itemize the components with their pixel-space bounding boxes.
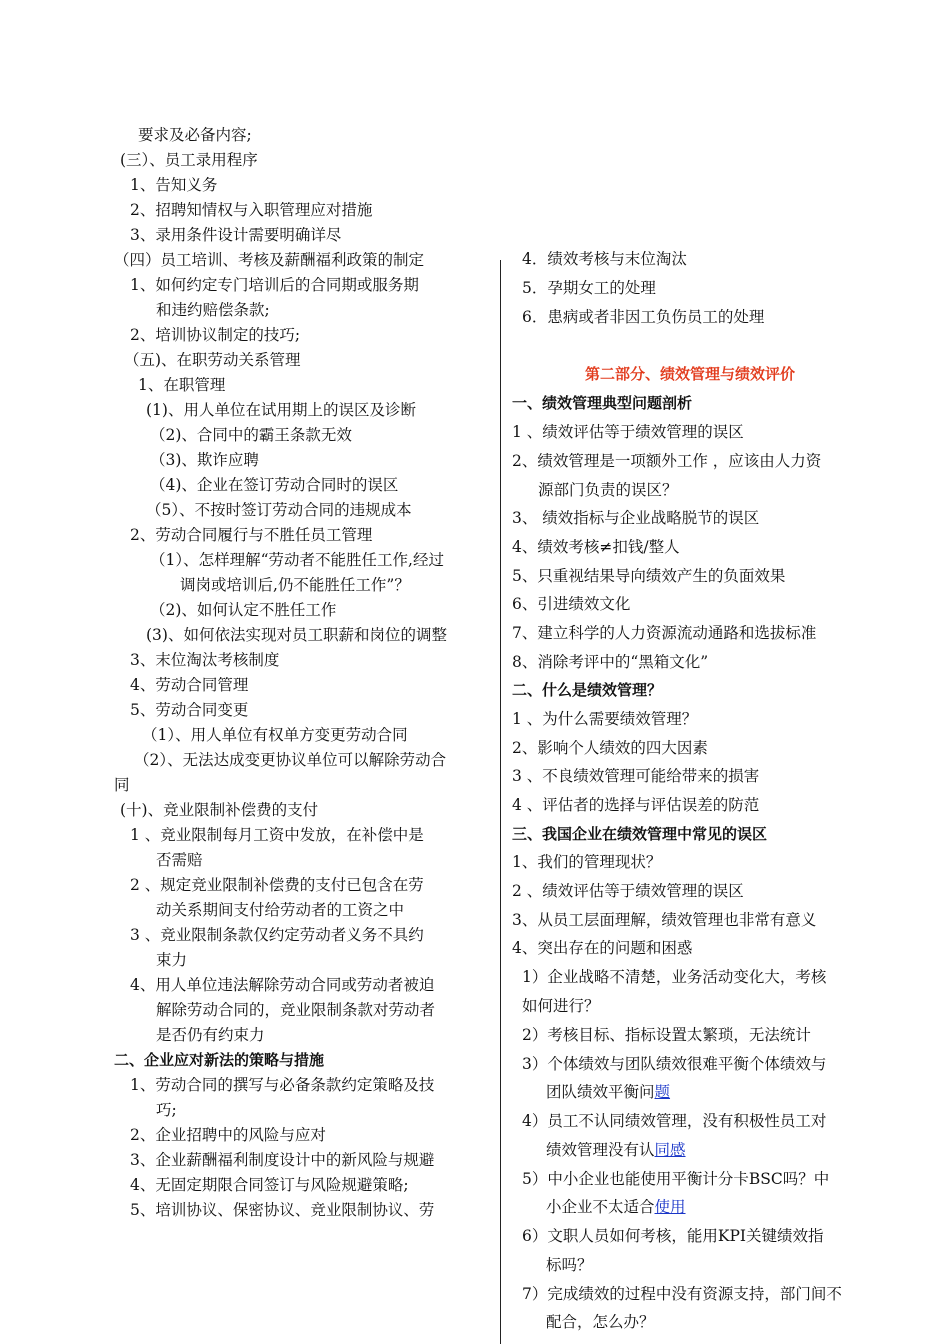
list-item-continued: 巧;: [156, 1101, 177, 1119]
sub-list-item-continued: 如何进行？: [522, 997, 600, 1015]
sub-list-item: （3)、欺诈应聘: [150, 451, 259, 469]
sub-list-item: (3)、如何依法实现对员工职薪和岗位的调整: [146, 626, 447, 644]
list-item: 4、用人单位违法解除劳动合同或劳动者被迫: [130, 976, 435, 994]
list-item: 1、如何约定专门培训后的合同期或服务期: [130, 276, 419, 294]
list-item-continued: 解除劳动合同的，竞业限制条款对劳动者: [156, 1001, 436, 1019]
sub-list-item: （1）、怎样理解“劳动者不能胜任工作,经过: [150, 551, 444, 569]
list-item: 3、 绩效指标与企业战略脱节的误区: [512, 509, 760, 527]
list-item: 5、只重视结果导向绩效产生的负面效果: [512, 567, 786, 585]
list-item: 3、企业薪酬福利制度设计中的新风险与规避: [130, 1151, 435, 1169]
list-item: 7、建立科学的人力资源流动通路和选拔标准: [512, 624, 817, 642]
section-heading: 二、什么是绩效管理？: [512, 681, 663, 699]
sub-list-item: （2）、无法达成变更协议单位可以解除劳动合: [134, 751, 447, 769]
list-item-continued: 和违约赔偿条款;: [156, 301, 270, 319]
section-heading: (三）、员工录用程序: [120, 151, 258, 169]
sub-list-item: （1）、用人单位有权单方变更劳动合同: [142, 726, 408, 744]
sub-list-item: (1)、用人单位在试用期上的误区及诊断: [146, 401, 416, 419]
list-item: 4．绩效考核与末位淘汰: [522, 250, 687, 268]
section-heading: 三、我国企业在绩效管理中常见的误区: [512, 825, 768, 843]
sub-list-item: 6）文职人员如何考核，能用KPI关键绩效指: [522, 1227, 824, 1245]
sub-list-item: 5）中小企业也能使用平衡计分卡BSC吗？中: [522, 1170, 830, 1188]
section-heading: 一、绩效管理典型问题剖析: [512, 394, 693, 412]
line-text: 小企业不太适合: [546, 1198, 655, 1216]
list-item-continued: 束力: [156, 951, 188, 969]
hyperlink[interactable]: 题: [654, 1083, 671, 1101]
list-item-continued: 源部门负责的误区？: [538, 481, 678, 499]
list-item: 1、我们的管理现状？: [512, 853, 662, 871]
list-item: 6．患病或者非因工负伤员工的处理: [522, 308, 765, 326]
hyperlink[interactable]: 同感: [654, 1141, 686, 1159]
sub-list-item: 3）个体绩效与团队绩效很难平衡个体绩效与: [522, 1055, 827, 1073]
sub-list-item: （4)、企业在签订劳动合同时的误区: [150, 476, 399, 494]
list-item: 1 、绩效评估等于绩效管理的误区: [512, 423, 744, 441]
sub-list-item: 2）考核目标、指标设置太繁琐，无法统计: [522, 1026, 811, 1044]
list-item: 1、在职管理: [138, 376, 226, 394]
part-title: 第二部分、绩效管理与绩效评价: [585, 365, 796, 383]
section-heading: 二、企业应对新法的策略与措施: [114, 1051, 325, 1069]
list-item: 2 、规定竞业限制补偿费的支付已包含在劳: [130, 876, 424, 894]
list-item: 8、消除考评中的“黑箱文化”: [512, 653, 709, 671]
sub-list-item-continued: [546, 1081, 670, 1103]
list-item: 4、无固定期限合同签订与风险规避策略;: [130, 1176, 409, 1194]
list-item: 4、劳动合同管理: [130, 676, 249, 694]
list-item: 5．孕期女工的处理: [522, 279, 656, 297]
list-item: 3 、竞业限制条款仅约定劳动者义务不具约: [130, 926, 424, 944]
list-item: 3、录用条件设计需要明确详尽: [130, 226, 342, 244]
sub-list-item-continued: 同: [114, 776, 130, 794]
list-item: 1、劳动合同的撰写与必备条款约定策略及技: [130, 1076, 435, 1094]
list-item: 2、绩效管理是一项额外工作 ，应该由人力资: [512, 452, 822, 470]
list-item: 2、招聘知情权与入职管理应对措施: [130, 201, 373, 219]
list-item: 2、影响个人绩效的四大因素: [512, 739, 708, 757]
section-heading: (十)、竞业限制补偿费的支付: [120, 801, 319, 819]
list-item: 1 、为什么需要绩效管理？: [512, 710, 698, 728]
text-line: 要求及必备内容;: [138, 126, 252, 144]
list-item-continued: 否需赔: [156, 851, 203, 869]
list-item: 4 、评估者的选择与评估误差的防范: [512, 796, 760, 814]
list-item: 5、劳动合同变更: [130, 701, 249, 719]
list-item: 1 、竞业限制每月工资中发放，在补偿中是: [130, 826, 424, 844]
list-item: 3、末位淘汰考核制度: [130, 651, 280, 669]
sub-list-item: 1）企业战略不清楚，业务活动变化大，考核: [522, 968, 827, 986]
sub-list-item: （2)、如何认定不胜任工作: [150, 601, 337, 619]
sub-list-item-continued: 调岗或培训后,仍不能胜任工作”？: [180, 576, 410, 594]
sub-list-item-continued: 标吗？: [546, 1256, 593, 1274]
list-item: 2 、绩效评估等于绩效管理的误区: [512, 882, 744, 900]
list-item: 3 、不良绩效管理可能给带来的损害: [512, 767, 760, 785]
section-heading: （五)、在职劳动关系管理: [124, 351, 301, 369]
sub-list-item: 4）员工不认同绩效管理，没有积极性员工对: [522, 1112, 827, 1130]
sub-list-item: （2)、合同中的霸王条款无效: [150, 426, 352, 444]
list-item: 4、突出存在的问题和困惑: [512, 939, 693, 957]
sub-list-item-continued: [546, 1196, 686, 1218]
line-text: 团队绩效平衡问: [546, 1083, 655, 1101]
sub-list-item-continued: [546, 1139, 686, 1161]
list-item: 2、劳动合同履行与不胜任员工管理: [130, 526, 373, 544]
line-text: 绩效管理没有认: [546, 1141, 655, 1159]
list-item: 2、培训协议制定的技巧;: [130, 326, 301, 344]
list-item-continued: 动关系期间支付给劳动者的工资之中: [156, 901, 405, 919]
column-divider: [500, 260, 501, 1344]
hyperlink[interactable]: 使用: [654, 1198, 686, 1216]
list-item: 1、告知义务: [130, 176, 218, 194]
sub-list-item-continued: 配合，怎么办？: [546, 1313, 655, 1331]
list-item-continued: 是否仍有约束力: [156, 1026, 265, 1044]
list-item: 3、从员工层面理解，绩效管理也非常有意义: [512, 911, 817, 929]
list-item: 4、绩效考核≠扣钱/整人: [512, 538, 680, 556]
section-heading: （四）员工培训、考核及薪酬福利政策的制定: [114, 251, 425, 269]
list-item: 2、企业招聘中的风险与应对: [130, 1126, 326, 1144]
list-item: 6、引进绩效文化: [512, 595, 631, 613]
list-item: 5、培训协议、保密协议、竞业限制协议、劳: [130, 1201, 435, 1219]
sub-list-item: （5）、不按时签订劳动合同的违规成本: [146, 501, 412, 519]
sub-list-item: 7）完成绩效的过程中没有资源支持，部门间不: [522, 1285, 842, 1303]
